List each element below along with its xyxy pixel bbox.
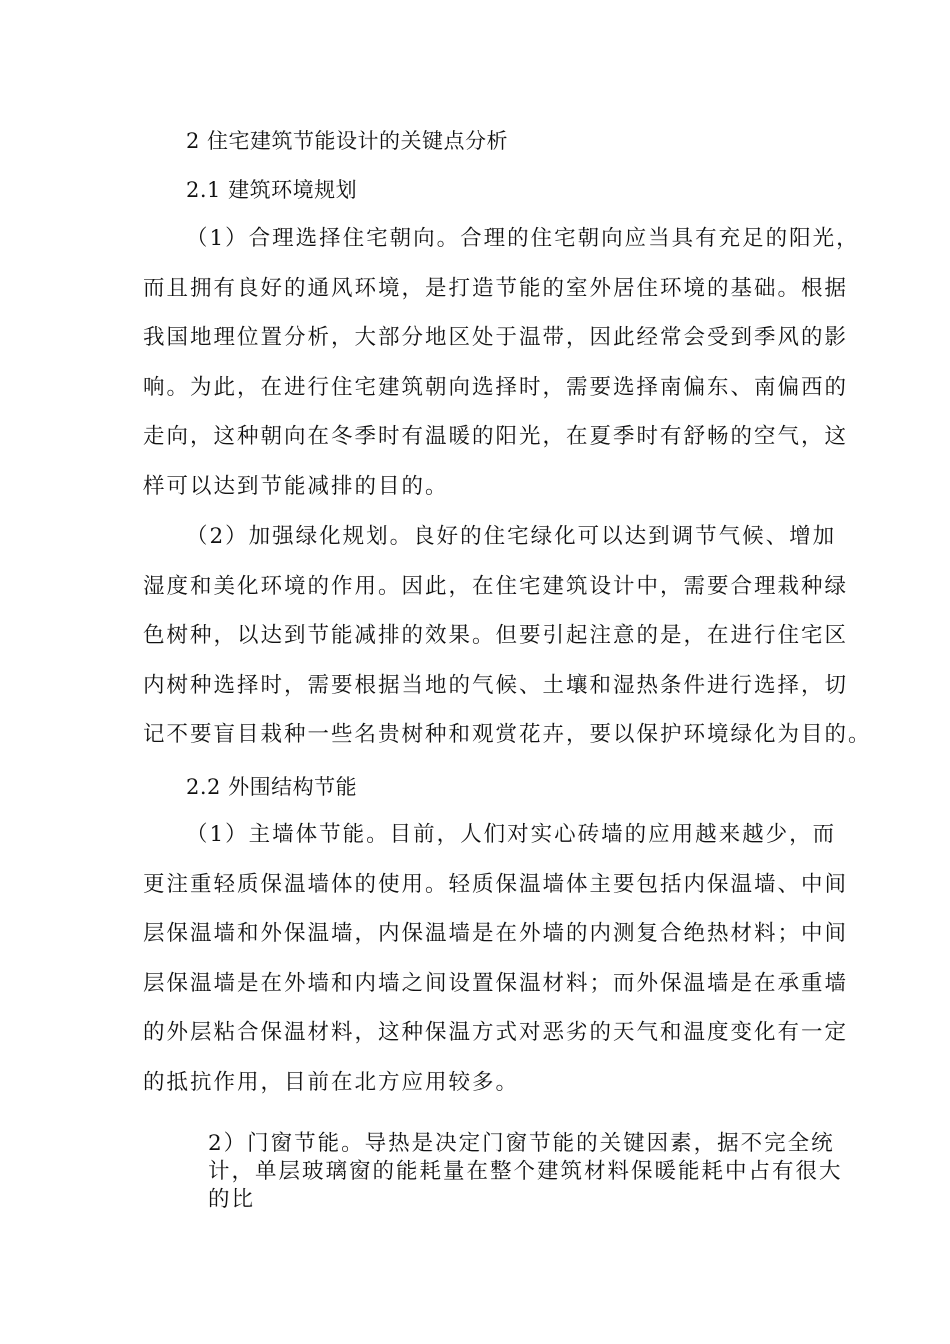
paragraph-line: 2）门窗节能。导热是决定门窗节能的关键因素，据不完全统 xyxy=(208,1131,835,1156)
paragraph-line: （2）加强绿化规划。良好的住宅绿化可以达到调节气候、增加 xyxy=(186,524,837,549)
paragraph-line: （1）主墙体节能。目前，人们对实心砖墙的应用越来越少，而 xyxy=(186,822,837,847)
paragraph-line: 的比 xyxy=(208,1187,256,1212)
subsection-heading-2-2: 2.2 外围结构节能 xyxy=(186,775,358,799)
paragraph-line: 响。为此，在进行住宅建筑朝向选择时，需要选择南偏东、南偏西的 xyxy=(143,374,849,400)
paragraph-line: 的抵抗作用，目前在北方应用较多。 xyxy=(143,1069,520,1095)
subsection-heading-2-1: 2.1 建筑环境规划 xyxy=(186,178,358,202)
paragraph-line: 层保温墙和外保温墙，内保温墙是在外墙的内测复合绝热材料；中间 xyxy=(143,921,849,946)
paragraph-line: （1）合理选择住宅朝向。合理的住宅朝向应当具有充足的阳光， xyxy=(186,226,860,251)
paragraph-line: 层保温墙是在外墙和内墙之间设置保温材料；而外保温墙是在承重墙 xyxy=(143,970,849,996)
paragraph-line: 湿度和美化环境的作用。因此，在住宅建筑设计中，需要合理栽种绿 xyxy=(143,573,849,599)
section-heading: 2 住宅建筑节能设计的关键点分析 xyxy=(186,129,509,153)
paragraph-line: 记不要盲目栽种一些名贵树种和观赏花卉，要以保护环境绿化为目的。 xyxy=(143,722,872,747)
paragraph-line: 的外层粘合保温材料，这种保温方式对恶劣的天气和温度变化有一定 xyxy=(143,1020,849,1045)
paragraph-line: 走向，这种朝向在冬季时有温暖的阳光，在夏季时有舒畅的空气，这 xyxy=(143,424,849,449)
paragraph-line: 而且拥有良好的通风环境，是打造节能的室外居住环境的基础。根据 xyxy=(143,275,849,301)
paragraph-line: 计，单层玻璃窗的能耗量在整个建筑材料保暖能耗中占有很大 xyxy=(208,1159,843,1184)
paragraph-line: 样可以达到节能减排的目的。 xyxy=(143,473,449,499)
paragraph-line: 内树种选择时，需要根据当地的气候、土壤和湿热条件进行选择，切 xyxy=(143,672,849,698)
paragraph-orientation xyxy=(143,214,860,511)
paragraph-greening xyxy=(143,512,872,760)
paragraph-line: 色树种，以达到节能减排的效果。但要引起注意的是，在进行住宅区 xyxy=(143,623,849,648)
paragraph-door-window xyxy=(208,1130,843,1214)
paragraph-line: 更注重轻质保温墙体的使用。轻质保温墙体主要包括内保温墙、中间 xyxy=(143,871,849,897)
paragraph-main-wall xyxy=(143,810,848,1107)
paragraph-line: 我国地理位置分析，大部分地区处于温带，因此经常会受到季风的影 xyxy=(143,325,849,350)
